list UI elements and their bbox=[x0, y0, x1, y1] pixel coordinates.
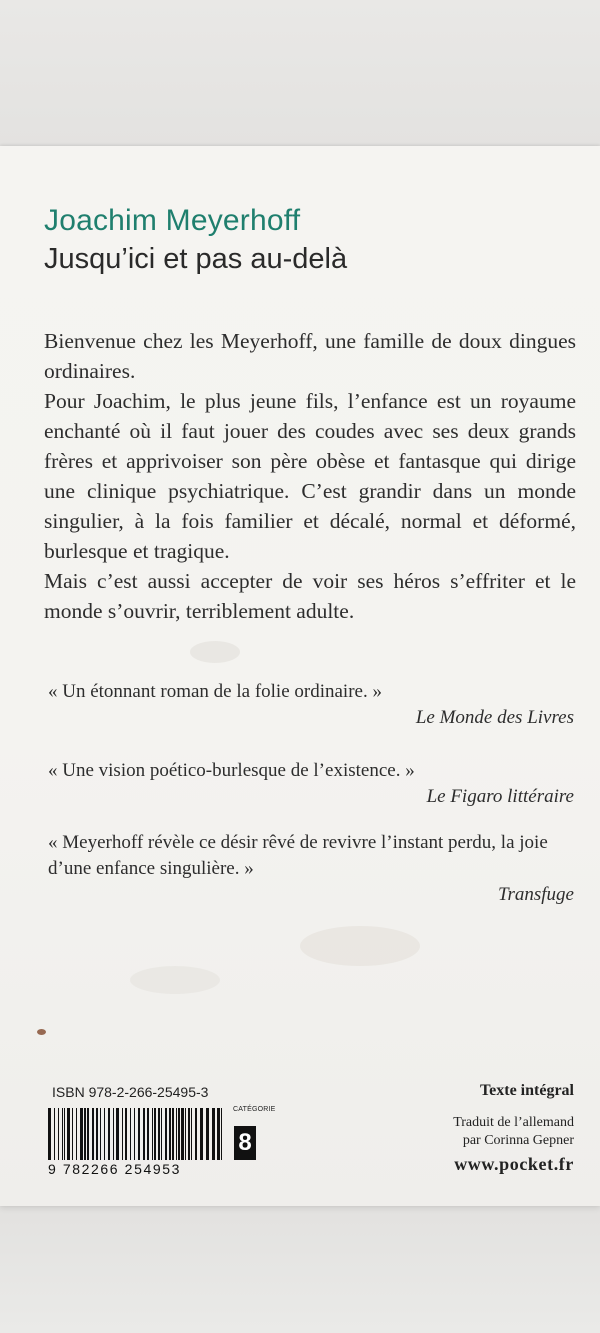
author-name: Joachim Meyerhoff bbox=[44, 204, 301, 237]
press-quote bbox=[48, 679, 574, 731]
blurb-paragraph: Bienvenue chez les Meyerhoff, une famille de doux dingues ordinaires. bbox=[44, 329, 576, 383]
backdrop-bottom bbox=[0, 1200, 600, 1333]
translation-line: Traduit de l’allemand bbox=[453, 1115, 574, 1130]
barcode-digits: 9 782266 254953 bbox=[48, 1161, 181, 1177]
category-badge: 8 bbox=[234, 1126, 256, 1160]
press-quote bbox=[48, 758, 574, 810]
quote-source: Le Monde des Livres bbox=[415, 707, 574, 728]
quote-text: « Un étonnant roman de la folie ordinaire. » bbox=[48, 681, 382, 702]
quote-source: Transfuge bbox=[497, 884, 574, 905]
translation-line: par Corinna Gepner bbox=[462, 1133, 574, 1148]
book-back-cover bbox=[0, 146, 600, 1206]
wear-stain bbox=[300, 926, 420, 966]
barcode bbox=[48, 1108, 228, 1160]
quote-text: « Une vision poético-burlesque de l’existence. » bbox=[48, 760, 415, 781]
quote-source: Le Figaro littéraire bbox=[426, 786, 574, 807]
blurb bbox=[44, 326, 576, 626]
category-label: CATÉGORIE bbox=[233, 1106, 276, 1113]
wear-stain bbox=[37, 1029, 46, 1035]
book-title: Jusqu’ici et pas au-delà bbox=[44, 243, 348, 275]
blurb-paragraph: Mais c’est aussi accepter de voir ses héros s’effriter et le monde s’ouvrir, terriblement adulte. bbox=[44, 569, 576, 623]
isbn-label: ISBN 978-2-266-25495-3 bbox=[52, 1084, 209, 1100]
press-quote bbox=[48, 830, 574, 908]
wear-stain bbox=[190, 641, 240, 663]
edition-label: Texte intégral bbox=[479, 1082, 574, 1099]
backdrop-top bbox=[0, 0, 600, 150]
translation-credit bbox=[453, 1114, 574, 1150]
blurb-paragraph: Pour Joachim, le plus jeune fils, l’enfance est un royaume enchanté où il faut jouer des coudes avec ses deux grands frères et apprivoiser son père obèse et fantasque qui dirige une clinique psychiatrique. C’est grandir dans un monde singulier, à la fois familier et décalé, normal et déformé, burlesque et tragique. bbox=[44, 389, 576, 563]
publisher-website: www.pocket.fr bbox=[454, 1154, 574, 1174]
quote-text: « Meyerhoff révèle ce désir rêvé de revivre l’instant perdu, la joie d’une enfance singulière. » bbox=[48, 832, 548, 879]
barcode-bar bbox=[222, 1108, 224, 1160]
wear-stain bbox=[130, 966, 220, 994]
